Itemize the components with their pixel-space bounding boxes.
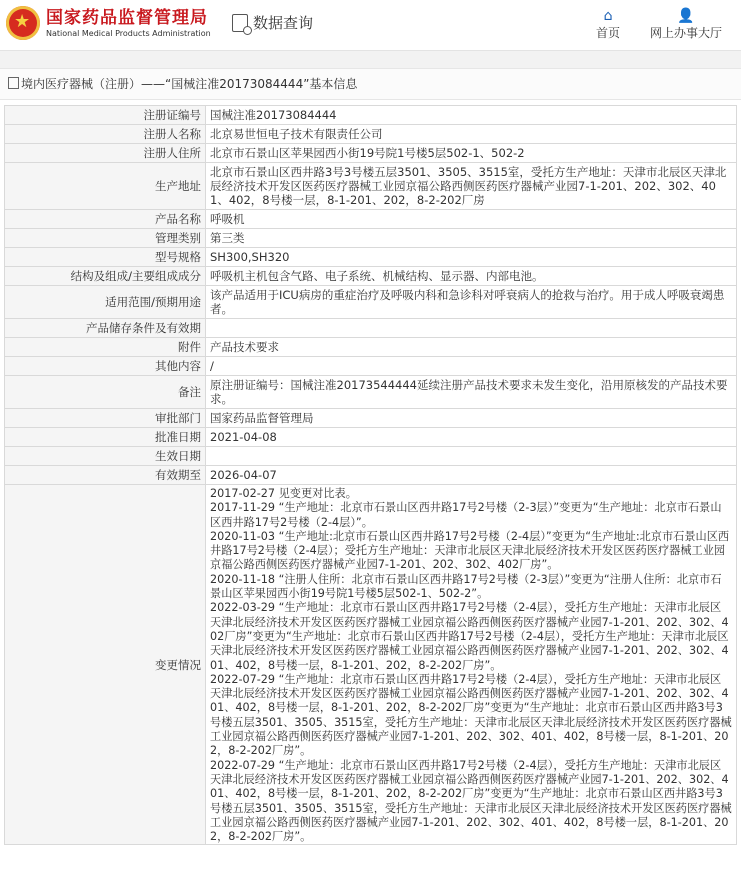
row-value: /	[206, 357, 737, 376]
data-query-link[interactable]	[232, 12, 313, 33]
change-entry: 2022-03-29 “生产地址：北京市石景山区西井路17号2号楼（2-4层），受托方生产地址：天津市北辰区天津北辰经济技术开发区医药医疗器械工业园京福公路西侧医药医疗器械产业园7-1-201、202、302、402厂房”变更为“生产地址：北京市石景山区西井路17号2号楼（2-4层），受托方生产地址：天津市北辰区天津北辰经济技术开发区医药医疗器械工业园京福公路西侧医药医疗器械产业园7-1-201、202、302、401、402，8号楼一层，8-1-201、202，8-2-202厂房”。	[210, 601, 729, 672]
table-row	[5, 338, 737, 357]
row-value: 北京市石景山区西井路3号3号楼五层3501、3505、3515室，受托方生产地址：天津市北辰区天津北辰经济技术开发区医药医疗器械工业园京福公路西侧医药医疗器械产业园7-1-201、202、302、401、402，8号楼一层，8-1-201、202，8-2-202厂房	[206, 163, 737, 210]
table-row	[5, 409, 737, 428]
row-value: 2021-04-08	[206, 428, 737, 447]
home-icon: ⌂	[603, 8, 613, 24]
row-label: 管理类别	[5, 229, 206, 248]
row-value	[206, 319, 737, 338]
row-label: 注册人住所	[5, 144, 206, 163]
row-value: 原注册证编号：国械注准20173544444延续注册产品技术要求未发生变化，沿用原核发的产品技术要求。	[206, 376, 737, 409]
breadcrumb-text: 境内医疗器械（注册）——“国械注准20173084444”基本信息	[21, 77, 358, 91]
row-label: 审批部门	[5, 409, 206, 428]
row-label: 适用范围/预期用途	[5, 286, 206, 319]
table-row	[5, 286, 737, 319]
data-query-label: 数据查询	[253, 14, 314, 32]
row-label: 注册人名称	[5, 125, 206, 144]
row-value: 北京易世恒电子技术有限责任公司	[206, 125, 737, 144]
changes-list	[206, 485, 737, 845]
row-label: 注册证编号	[5, 106, 206, 125]
row-value: 呼吸机	[206, 210, 737, 229]
change-entry: 2017-11-29 “生产地址：北京市石景山区西井路17号2号楼（2-3层）”变更为“生产地址：北京市石景山区西井路17号2号楼（2-4层）”。	[210, 501, 722, 529]
table-row	[5, 267, 737, 286]
header-divider-band	[0, 51, 741, 69]
table-row	[5, 357, 737, 376]
change-entry: 2020-11-03 “生产地址:北京市石景山区西井路17号2号楼（2-4层）”变更为“生产地址:北京市石景山区西井路17号2号楼（2-4层）；受托方生产地址：天津市北辰区天津北辰经济技术开发区医药医疗器械工业园京福公路西侧医药医疗器械产业园7-1-201、202、302、402厂房”。	[210, 529, 730, 572]
table-row	[5, 447, 737, 466]
document-icon	[8, 77, 19, 89]
row-value: 2026-04-07	[206, 466, 737, 485]
row-label: 其他内容	[5, 357, 206, 376]
logo-text	[46, 8, 211, 39]
changes-label: 变更情况	[5, 485, 206, 845]
change-entry: 2017-02-27 见变更对比表。	[210, 487, 357, 500]
registration-detail-table	[4, 105, 737, 845]
row-label: 备注	[5, 376, 206, 409]
table-row	[5, 376, 737, 409]
change-entry: 2022-07-29 “生产地址：北京市石景山区西井路17号2号楼（2-4层），受托方生产地址：天津市北辰区天津北辰经济技术开发区医药医疗器械工业园京福公路西侧医药医疗器械产业园7-1-201、202、302、401、402，8号楼一层，8-1-201、202，8-2-202厂房”变更为“生产地址：北京市石景山区西井路3号3号楼五层3501、3505、3515室，受托方生产地址：天津市北辰区天津北辰经济技术开发区医药医疗器械工业园京福公路西侧医药医疗器械产业园7-1-201、202、302、401、402，8号楼一层，8-1-201、202，8-2-202厂房”。	[210, 672, 732, 758]
table-row	[5, 319, 737, 338]
change-entry: 2020-11-18 “注册人住所：北京市石景山区西井路17号2号楼（2-3层）”变更为“注册人住所：北京市石景山区苹果园西小街19号院1号楼5层502-1、502-2”。	[210, 572, 722, 601]
row-value: SH300,SH320	[206, 248, 737, 267]
nav-online-label: 网上办事大厅	[650, 26, 723, 40]
row-value: 第三类	[206, 229, 737, 248]
row-label: 有效期至	[5, 466, 206, 485]
row-value: 国家药品监督管理局	[206, 409, 737, 428]
table-row	[5, 229, 737, 248]
row-label: 生效日期	[5, 447, 206, 466]
document-search-icon	[232, 14, 248, 32]
table-row	[5, 485, 737, 845]
table-row	[5, 163, 737, 210]
row-label: 产品储存条件及有效期	[5, 319, 206, 338]
row-label: 型号规格	[5, 248, 206, 267]
table-row	[5, 144, 737, 163]
nmpa-logo[interactable]	[6, 6, 211, 40]
table-row	[5, 106, 737, 125]
top-header	[0, 0, 741, 51]
change-entry: 2022-07-29 “生产地址：北京市石景山区西井路17号2号楼（2-4层），受托方生产地址：天津市北辰区天津北辰经济技术开发区医药医疗器械工业园京福公路西侧医药医疗器械产业园7-1-201、202、302、401、402，8号楼一层，8-1-201、202，8-2-202厂房”变更为“生产地址：北京市石景山区西井路3号3号楼五层3501、3505、3515室，受托方生产地址：天津市北辰区天津北辰经济技术开发区医药医疗器械工业园京福公路西侧医药医疗器械产业园7-1-201、202、302、401、402，8号楼一层，8-1-201、202，8-2-202厂房”。	[210, 758, 732, 844]
nav-home-label: 首页	[596, 26, 621, 40]
row-value: 呼吸机主机包含气路、电子系统、机械结构、显示器、内部电池。	[206, 267, 737, 286]
national-emblem-icon	[6, 6, 40, 40]
row-label: 附件	[5, 338, 206, 357]
nav-home[interactable]	[596, 8, 620, 41]
user-icon: 👤	[677, 8, 695, 24]
table-row	[5, 125, 737, 144]
nav-online-hall[interactable]	[650, 8, 722, 41]
row-label: 批准日期	[5, 428, 206, 447]
breadcrumb	[0, 69, 741, 100]
row-value: 国械注准20173084444	[206, 106, 737, 125]
table-row	[5, 210, 737, 229]
row-value: 北京市石景山区苹果园西小街19号院1号楼5层502-1、502-2	[206, 144, 737, 163]
table-row	[5, 466, 737, 485]
row-value	[206, 447, 737, 466]
row-label: 结构及组成/主要组成成分	[5, 267, 206, 286]
table-row	[5, 248, 737, 267]
table-row	[5, 428, 737, 447]
row-label: 生产地址	[5, 163, 206, 210]
logo-title-cn: 国家药品监督管理局	[46, 7, 208, 28]
logo-title-en: National Medical Products Administration	[46, 28, 211, 38]
row-value: 该产品适用于ICU病房的重症治疗及呼吸内科和急诊科对呼衰病人的抢救与治疗。用于成人呼吸衰竭患者。	[206, 286, 737, 319]
row-value: 产品技术要求	[206, 338, 737, 357]
row-label: 产品名称	[5, 210, 206, 229]
